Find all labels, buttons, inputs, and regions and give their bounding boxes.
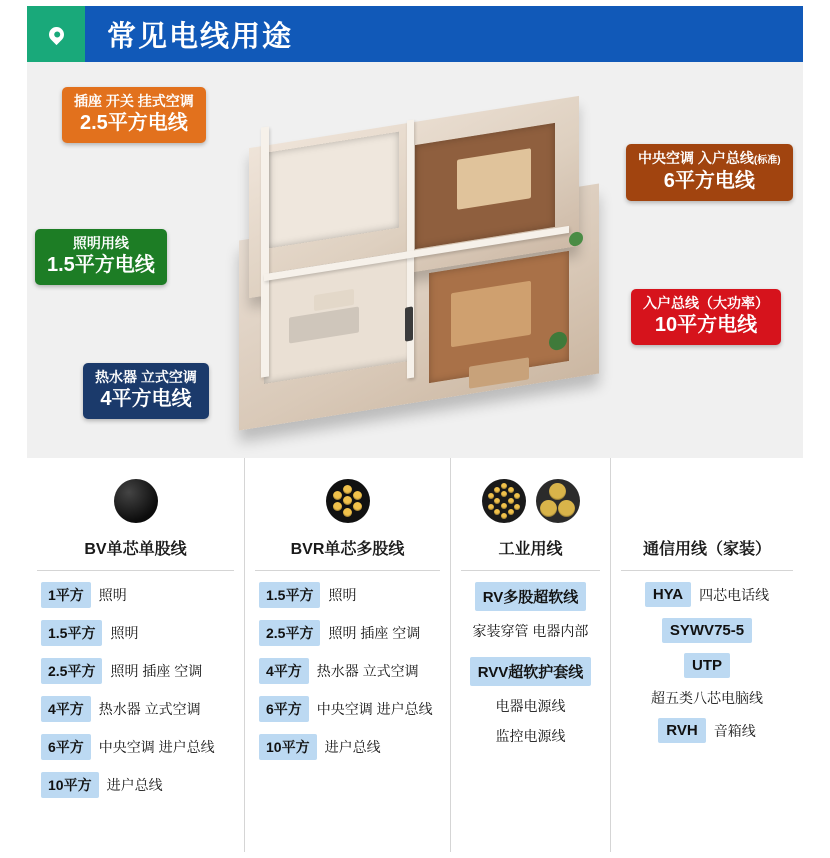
spec-chip: 10平方 bbox=[259, 734, 317, 760]
spec-desc: 超五类八芯电脑线 bbox=[651, 690, 763, 706]
spec-chip: 1.5平方 bbox=[259, 582, 320, 608]
spec-chip: RV多股超软线 bbox=[475, 582, 587, 611]
table-row bbox=[619, 618, 795, 643]
table-row bbox=[619, 718, 795, 743]
spec-chip: 4平方 bbox=[259, 658, 309, 684]
spec-desc: 照明 bbox=[110, 625, 139, 641]
callout-water-heater-ac bbox=[83, 363, 209, 419]
spec-desc: 四芯电话线 bbox=[699, 586, 770, 603]
spec-desc: 中央空调 进户总线 bbox=[98, 739, 215, 755]
table-row bbox=[459, 696, 602, 716]
table-row bbox=[619, 688, 795, 708]
callout-main-label: 1.5平方电线 bbox=[47, 254, 155, 277]
row-list bbox=[27, 582, 244, 810]
wire-cross-section-stranded bbox=[326, 479, 370, 523]
table-row bbox=[253, 696, 442, 722]
table-row bbox=[253, 620, 442, 646]
multi-strand-wire-icon bbox=[245, 458, 450, 530]
column-title: BV单芯单股线 bbox=[84, 541, 187, 558]
callout-main-label: 4平方电线 bbox=[100, 388, 192, 411]
spec-chip: 1平方 bbox=[41, 582, 91, 608]
house-illustration bbox=[27, 62, 803, 458]
spec-chip: 2.5平方 bbox=[259, 620, 320, 646]
divider bbox=[37, 570, 234, 571]
spec-desc: 进户总线 bbox=[324, 739, 381, 755]
page-title: 常见电线用途 bbox=[107, 20, 294, 53]
callout-top-label bbox=[638, 150, 781, 167]
solid-single-core-wire-icon bbox=[27, 458, 244, 530]
column-bvr bbox=[245, 458, 451, 852]
spec-desc: 热水器 立式空调 bbox=[316, 663, 419, 679]
furniture-tv bbox=[405, 306, 413, 341]
callout-top-sub: (标准) bbox=[753, 155, 781, 166]
column-communication bbox=[611, 458, 803, 852]
table-row bbox=[35, 696, 236, 722]
spec-desc: 电器电源线 bbox=[495, 698, 566, 714]
callout-main-label: 2.5平方电线 bbox=[79, 112, 188, 135]
spec-desc: 监控电源线 bbox=[495, 728, 566, 744]
wire-type-table bbox=[27, 458, 803, 852]
column-industrial bbox=[451, 458, 611, 852]
spec-chip: 2.5平方 bbox=[41, 658, 102, 684]
spec-desc: 进户总线 bbox=[106, 777, 163, 793]
callout-top-label: 照明用线 bbox=[72, 235, 129, 251]
table-row bbox=[619, 582, 795, 607]
table-row bbox=[35, 582, 236, 608]
spec-desc: 中央空调 进户总线 bbox=[316, 701, 433, 717]
spec-chip: 1.5平方 bbox=[41, 620, 102, 646]
table-row bbox=[459, 582, 602, 611]
table-row bbox=[35, 734, 236, 760]
callout-socket-switch-ac bbox=[62, 87, 206, 143]
row-list bbox=[451, 582, 610, 756]
column-title: BVR单芯多股线 bbox=[290, 541, 405, 558]
spec-chip: HYA bbox=[645, 582, 691, 607]
spec-chip: RVH bbox=[658, 718, 705, 743]
table-row bbox=[35, 620, 236, 646]
spec-desc: 热水器 立式空调 bbox=[98, 701, 201, 717]
column-bv bbox=[27, 458, 245, 852]
spec-desc: 照明 bbox=[98, 587, 127, 603]
table-row bbox=[459, 657, 602, 686]
callout-top-label: 热水器 立式空调 bbox=[95, 369, 197, 385]
spec-desc: 照明 插座 空调 bbox=[110, 663, 203, 679]
spec-chip: RVV超软护套线 bbox=[470, 657, 592, 686]
row-list bbox=[611, 582, 803, 754]
callout-top-label: 插座 开关 挂式空调 bbox=[74, 93, 194, 109]
spec-chip: 6平方 bbox=[41, 734, 91, 760]
spec-chip: 10平方 bbox=[41, 772, 99, 798]
spec-chip: 6平方 bbox=[259, 696, 309, 722]
table-row bbox=[253, 658, 442, 684]
row-list bbox=[245, 582, 450, 772]
callout-central-ac-main bbox=[626, 144, 793, 201]
house-cutaway bbox=[219, 82, 619, 427]
pin-glyph bbox=[45, 23, 66, 44]
divider bbox=[255, 570, 440, 571]
location-pin-icon bbox=[27, 6, 85, 62]
industrial-wire-icon bbox=[451, 458, 610, 530]
communication-cable-icon bbox=[611, 458, 803, 530]
callout-top-label: 入户总线（大功率） bbox=[643, 295, 769, 311]
callout-main-line-high-power bbox=[631, 289, 781, 345]
spec-chip: SYWV75-5 bbox=[662, 618, 752, 643]
spec-desc: 音箱线 bbox=[713, 722, 756, 739]
divider bbox=[461, 570, 600, 571]
table-row bbox=[35, 772, 236, 798]
callout-main-label: 10平方电线 bbox=[654, 314, 758, 337]
callout-main-label: 6平方电线 bbox=[663, 169, 755, 192]
header-bar bbox=[27, 6, 803, 62]
spec-desc: 家装穿管 电器内部 bbox=[472, 623, 589, 639]
wire-cross-section-three-core bbox=[536, 479, 580, 523]
column-title: 工业用线 bbox=[498, 541, 563, 558]
divider bbox=[621, 570, 793, 571]
spec-desc: 照明 bbox=[328, 587, 357, 603]
table-row bbox=[619, 653, 795, 678]
table-row bbox=[253, 582, 442, 608]
table-row bbox=[253, 734, 442, 760]
table-row bbox=[35, 658, 236, 684]
callout-top-text: 中央空调 入户总线 bbox=[638, 150, 754, 166]
spec-chip: UTP bbox=[684, 653, 730, 678]
callout-lighting bbox=[35, 229, 167, 285]
column-title: 通信用线（家装） bbox=[642, 541, 771, 558]
wire-cross-section-many-strands bbox=[482, 479, 526, 523]
wall-left bbox=[261, 126, 269, 377]
table-row bbox=[459, 726, 602, 746]
table-row bbox=[459, 621, 602, 641]
spec-chip: 4平方 bbox=[41, 696, 91, 722]
spec-desc: 照明 插座 空调 bbox=[328, 625, 421, 641]
wire-cross-section-solid bbox=[114, 479, 158, 523]
